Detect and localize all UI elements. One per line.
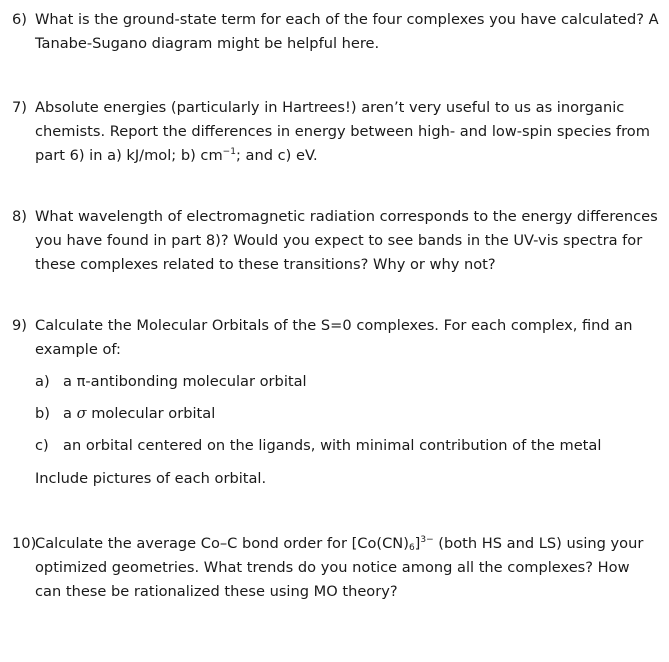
question-line: optimized geometries. What trends do you notice among all the complexes? How bbox=[35, 559, 630, 576]
subitem-a bbox=[35, 370, 307, 394]
question-line-start: Calculate the average Co–C bond order for [Co(CN) bbox=[35, 535, 409, 552]
question-line: you have found in part 8)? Would you expect to see bands in the UV-vis spectra for bbox=[35, 232, 643, 249]
question-line: Calculate the Molecular Orbitals of the S=0 complexes. For each complex, find an bbox=[35, 317, 633, 334]
subitem-label: a) bbox=[35, 373, 50, 390]
question-line: these complexes related to these transitions? Why or why not? bbox=[35, 256, 496, 273]
subitem-text: molecular orbital bbox=[86, 405, 216, 422]
subitem-text: -antibonding molecular orbital bbox=[85, 373, 307, 390]
subitem-text: a bbox=[63, 373, 77, 390]
units-text: part 6) in a) kJ/mol; b) cm bbox=[35, 147, 223, 164]
question-number: 10) bbox=[12, 535, 37, 552]
sigma-symbol: σ bbox=[76, 405, 87, 422]
question-number: 7) bbox=[12, 99, 27, 116]
subitem-label: c) bbox=[35, 437, 49, 454]
question-text bbox=[35, 314, 633, 362]
question-line: What is the ground-state term for each of the four complexes you have calculated? A bbox=[35, 11, 659, 28]
question-number: 8) bbox=[12, 208, 27, 225]
question-text bbox=[35, 205, 658, 277]
question-number: 9) bbox=[12, 317, 27, 334]
question-line: What wavelength of electromagnetic radiation corresponds to the energy differences bbox=[35, 208, 658, 225]
footer-text: Include pictures of each orbital. bbox=[35, 470, 267, 487]
subitem-c bbox=[35, 434, 601, 458]
question-line bbox=[35, 532, 644, 556]
question-text bbox=[35, 532, 644, 604]
question-line: Absolute energies (particularly in Hartrees!) aren’t very useful to us as inorganic bbox=[35, 99, 625, 116]
question-line: can these be rationalized these using MO theory? bbox=[35, 583, 398, 600]
subitem-b bbox=[35, 402, 215, 426]
units-text-end: ; and c) eV. bbox=[235, 147, 318, 164]
question-line: Tanabe-Sugano diagram might be helpful here. bbox=[35, 35, 380, 52]
question-line: chemists. Report the differences in energy between high- and low-spin species from bbox=[35, 123, 650, 140]
question-line: example of: bbox=[35, 341, 121, 358]
question-number: 6) bbox=[12, 11, 27, 28]
subitem-text: an orbital centered on the ligands, with minimal contribution of the metal bbox=[63, 437, 602, 454]
subscript: 6 bbox=[408, 543, 415, 553]
bracket: ] bbox=[414, 535, 421, 552]
question-line-end: (both HS and LS) using your bbox=[433, 535, 644, 552]
charge: 3− bbox=[420, 535, 434, 545]
question-text bbox=[35, 8, 659, 56]
question-line bbox=[35, 144, 612, 168]
question-text bbox=[35, 96, 650, 168]
subitem-text: a bbox=[63, 405, 77, 422]
exponent: −1 bbox=[222, 147, 236, 157]
pi-symbol: π bbox=[76, 373, 86, 390]
question-footer bbox=[35, 467, 266, 491]
subitem-label: b) bbox=[35, 405, 50, 422]
